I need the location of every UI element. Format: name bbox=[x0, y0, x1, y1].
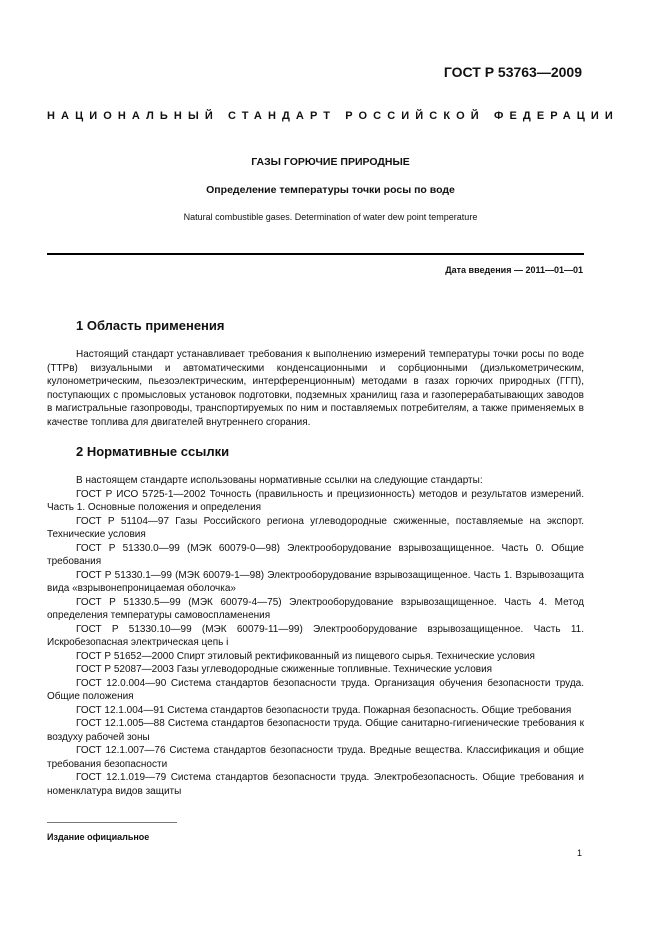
normative-reference: ГОСТ Р 51104—97 Газы Российского региона углеводородные сжиженные, поставляемые на экспорт. Технические условия bbox=[47, 515, 584, 540]
normative-reference: ГОСТ 12.1.005—88 Система стандартов безопасности труда. Общие санитарно-гигиенические требования к воздуху рабочей зоны bbox=[47, 718, 584, 743]
section-1-heading: 1 Область применения bbox=[76, 318, 225, 333]
normative-reference: ГОСТ Р 51330.10—99 (МЭК 60079-11—99) Электрооборудование взрывозащищенное. Часть 11. Искробезопасная электрическая цепь i bbox=[47, 623, 584, 648]
introduction-date: Дата введения — 2011—01—01 bbox=[445, 265, 583, 275]
national-standard-title: НАЦИОНАЛЬНЫЙ СТАНДАРТ РОССИЙСКОЙ ФЕДЕРАЦИИ bbox=[47, 110, 619, 122]
section-2-body bbox=[47, 474, 584, 798]
normative-reference: ГОСТ Р ИСО 5725-1—2002 Точность (правильность и прецизионность) методов и результатов измерений. Часть 1. Основные положения и определения bbox=[47, 488, 584, 513]
normative-reference: ГОСТ Р 51652—2000 Спирт этиловый ректификованный из пищевого сырья. Технические условия bbox=[76, 650, 535, 662]
english-title: Natural combustible gases. Determination of water dew point temperature bbox=[183, 212, 478, 222]
normative-reference: ГОСТ 12.0.004—90 Система стандартов безопасности труда. Организация обучения безопасности труда. Общие положения bbox=[47, 677, 584, 702]
normative-reference: ГОСТ 12.1.004—91 Система стандартов безопасности труда. Пожарная безопасность. Общие требования bbox=[76, 704, 572, 716]
section-1-paragraph: Настоящий стандарт устанавливает требования к выполнению измерений температуры точки росы по воде (ТТРв) визуальными и автоматическими конденсационными и сорбционными (диэлькометрическим, кулонометрическим, пьезоэлектрическим, интерференционным) методами в газах горючих природных (ГГП), поступающих с промысловых установок подготовки, подземных хранилищ газа и газоперерабатывающих заводов в магистральные газопроводы, транспортируемых по ним и поставляемых потребителям, а также применяемых в качестве топлива для двигателей внутреннего сгорания. bbox=[47, 349, 584, 428]
normative-reference: ГОСТ Р 51330.5—99 (МЭК 60079-4—75) Электрооборудование взрывозащищенное. Часть 4. Метод определения температуры самовоспламенения bbox=[47, 596, 584, 621]
normative-reference: ГОСТ Р 51330.0—99 (МЭК 60079-0—98) Электрооборудование взрывозащищенное. Часть 0. Общие требования bbox=[47, 542, 584, 567]
section-2-heading: 2 Нормативные ссылки bbox=[76, 444, 230, 459]
document-subtitle: Определение температуры точки росы по воде bbox=[206, 184, 455, 196]
normative-reference: ГОСТ Р 51330.1—99 (МЭК 60079-1—98) Электрооборудование взрывозащищенное. Часть 1. Взрывозащита вида «взрывонепроницаемая оболочка» bbox=[47, 569, 584, 594]
document-number: ГОСТ Р 53763—2009 bbox=[443, 64, 582, 80]
normative-reference: ГОСТ Р 52087—2003 Газы углеводородные сжиженные топливные. Технические условия bbox=[76, 664, 493, 675]
document-title: ГАЗЫ ГОРЮЧИЕ ПРИРОДНЫЕ bbox=[251, 156, 410, 168]
page-number: 1 bbox=[576, 848, 582, 858]
official-edition-note: Издание официальное bbox=[47, 832, 150, 842]
title-divider bbox=[47, 253, 584, 255]
normative-reference: ГОСТ 12.1.007—76 Система стандартов безопасности труда. Вредные вещества. Классификация и общие требования безопасности bbox=[47, 745, 584, 770]
normative-reference: ГОСТ 12.1.019—79 Система стандартов безопасности труда. Электробезопасность. Общие требования и номенклатура видов защиты bbox=[47, 772, 584, 797]
footer-divider bbox=[47, 822, 177, 823]
section-1-body bbox=[47, 348, 584, 429]
section-2-intro: В настоящем стандарте использованы нормативные ссылки на следующие стандарты: bbox=[76, 475, 483, 486]
